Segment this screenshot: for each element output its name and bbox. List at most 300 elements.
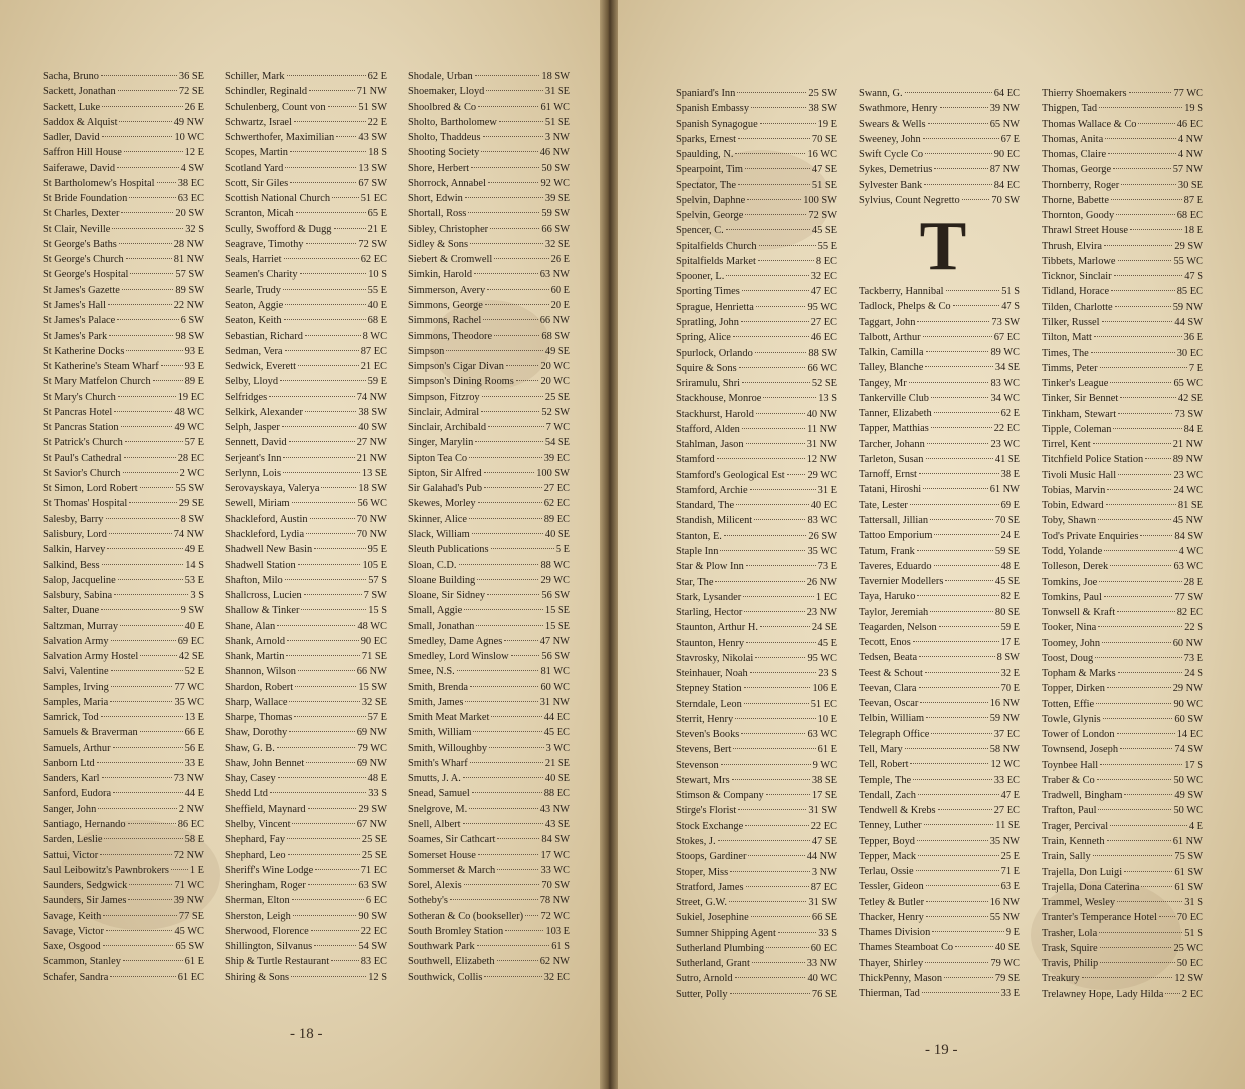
entry-name: Shallcross, Lucien	[225, 590, 302, 602]
directory-entry	[43, 191, 204, 206]
directory-entry	[859, 650, 1020, 665]
dot-leader	[756, 413, 805, 414]
entry-code: 41 SE	[994, 453, 1020, 465]
entry-code: 72 NW	[173, 849, 204, 861]
directory-entry	[43, 466, 204, 481]
directory-entry	[408, 527, 570, 542]
dot-leader	[923, 138, 999, 139]
dot-leader	[301, 609, 366, 610]
entry-code: 9 E	[1005, 927, 1020, 939]
entry-code: 26 SW	[808, 530, 837, 542]
dot-leader	[277, 625, 355, 626]
directory-entry	[676, 223, 837, 238]
entry-code: 84 SW	[1174, 530, 1203, 542]
entry-name: Sedman, Vera	[225, 345, 283, 357]
dot-leader	[463, 823, 543, 824]
directory-entry	[43, 619, 204, 634]
dot-leader	[128, 899, 171, 900]
directory-entry	[676, 849, 837, 864]
entry-code: 21 E	[367, 223, 387, 235]
entry-name: Spelvin, Daphne	[676, 194, 746, 206]
directory-entry	[225, 634, 387, 649]
entry-name: Shallow & Tinker	[225, 605, 300, 617]
entry-name: Times, The	[1042, 347, 1089, 359]
entry-name: Shay, Casey	[225, 773, 276, 785]
entry-name: Sykes, Demetrius	[859, 164, 933, 176]
entry-code: 56 SW	[541, 651, 570, 663]
entry-name: Thornberry, Roger	[1042, 179, 1120, 191]
dot-leader	[304, 594, 362, 595]
entry-name: Sriramulu, Shri	[676, 378, 741, 390]
entry-code: 55 E	[817, 240, 837, 252]
entry-code: 77 WC	[1173, 88, 1203, 99]
entry-code: 50 WC	[1173, 774, 1203, 786]
entry-name: Short, Edwin	[408, 193, 463, 205]
dot-leader	[778, 932, 816, 933]
dot-leader	[934, 534, 998, 535]
dot-leader	[331, 960, 359, 961]
entry-code: 46 NW	[539, 147, 570, 159]
entry-code: 57 NW	[1172, 164, 1203, 176]
directory-entry	[408, 115, 570, 130]
book-gutter	[600, 0, 618, 1089]
entry-code: 56 E	[184, 742, 204, 754]
directory-entry	[1042, 758, 1203, 773]
dot-leader	[284, 319, 366, 320]
dot-leader	[494, 335, 539, 336]
dot-leader	[916, 870, 999, 871]
directory-entry	[225, 100, 387, 115]
entry-code: 47 NW	[539, 635, 570, 647]
dot-leader	[475, 441, 542, 442]
dot-leader	[760, 626, 810, 627]
entry-name: Treakury	[1042, 973, 1080, 985]
directory-entry	[676, 941, 837, 956]
directory-entry	[225, 725, 387, 740]
directory-entry	[43, 267, 204, 282]
entry-code: 40 WC	[807, 973, 837, 985]
entry-code: 43 SE	[544, 819, 570, 831]
directory-entry	[1042, 895, 1203, 910]
entry-name: Sterndale, Leon	[676, 698, 742, 710]
entry-code: 20 WC	[540, 376, 570, 388]
entry-name: Smee, N.S.	[408, 666, 455, 678]
dot-leader	[101, 609, 178, 610]
dot-leader	[750, 672, 816, 673]
entry-code: 87 NW	[989, 164, 1020, 176]
entry-name: Salvi, Valentine	[43, 666, 109, 678]
directory-entry	[225, 359, 387, 374]
entry-name: Thomas, Claire	[1042, 149, 1107, 161]
entry-name: Savage, Victor	[43, 925, 104, 937]
dot-leader	[917, 321, 989, 322]
directory-entry	[225, 405, 387, 420]
entry-code: 67 EC	[993, 331, 1020, 343]
entry-name: Tarnoff, Ernst	[859, 469, 917, 481]
entry-name: Skinner, Alice	[408, 513, 468, 525]
directory-entry	[1042, 513, 1203, 528]
entry-name: Slack, William	[408, 528, 470, 540]
directory-entry	[408, 893, 570, 908]
entry-name: Telbin, William	[859, 713, 925, 725]
dot-leader	[497, 869, 538, 870]
entry-name: Schindler, Reginald	[225, 86, 308, 98]
directory-entry	[859, 162, 1020, 177]
entry-name: Samples, Maria	[43, 696, 109, 708]
entry-name: Tomkins, Joe	[1042, 576, 1098, 588]
dot-leader	[315, 869, 359, 870]
dot-leader	[308, 884, 357, 885]
entry-name: Tolleson, Derek	[1042, 561, 1109, 573]
directory-entry	[859, 101, 1020, 116]
dot-leader	[755, 352, 807, 353]
dot-leader	[920, 702, 987, 703]
directory-entry	[408, 863, 570, 878]
entry-code: 66 NW	[356, 666, 387, 678]
dot-leader	[101, 716, 183, 717]
entry-code: 81 WC	[540, 666, 570, 678]
dot-leader	[295, 686, 356, 687]
dot-leader	[1098, 626, 1182, 627]
directory-entry	[859, 986, 1020, 1001]
directory-entry	[43, 298, 204, 313]
entry-code: 38 SW	[358, 406, 387, 418]
dot-leader	[1120, 397, 1176, 398]
entry-name: Sholto, Bartholomew	[408, 116, 497, 128]
entry-name: Salvation Army	[43, 635, 109, 647]
directory-entry	[43, 512, 204, 527]
entry-code: 57 S	[368, 574, 387, 586]
entry-code: 3 S	[190, 590, 204, 602]
entry-name: Taggart, John	[859, 316, 916, 328]
directory-entry	[408, 573, 570, 588]
dot-leader	[486, 90, 543, 91]
dot-leader	[126, 258, 172, 259]
dot-leader	[332, 197, 359, 198]
directory-entry	[859, 284, 1020, 299]
directory-entry	[676, 407, 837, 422]
dot-leader	[98, 808, 177, 809]
entry-name: Toynbee Hall	[1042, 759, 1099, 771]
entry-name: Searle, Trudy	[225, 284, 281, 296]
entry-name: St Bartholomew's Hospital	[43, 177, 155, 189]
entry-code: 6 EC	[365, 895, 387, 907]
entry-code: 79 WC	[990, 957, 1020, 969]
entry-name: Smith's Wharf	[408, 757, 468, 769]
directory-entry	[859, 193, 1020, 208]
entry-code: 32 SE	[544, 238, 570, 250]
entry-name: Tarleton, Susan	[859, 453, 924, 465]
entry-code: 31 S	[1184, 897, 1203, 909]
entry-name: Towle, Glynis	[1042, 713, 1101, 725]
directory-entry	[43, 832, 204, 847]
entry-code: 69 EC	[177, 635, 204, 647]
dot-leader	[499, 121, 543, 122]
entry-code: 8 SW	[996, 652, 1020, 664]
entry-code: 48 E	[367, 773, 387, 785]
entry-code: 59 NW	[1172, 301, 1203, 313]
dot-leader	[1104, 245, 1172, 246]
entry-name: Smedley, Lord Winslow	[408, 651, 509, 663]
entry-code: 66 SE	[811, 912, 837, 924]
entry-name: Spaulding, N.	[676, 149, 734, 161]
dot-leader	[737, 92, 806, 93]
dot-leader	[124, 457, 176, 458]
entry-name: Traber & Co	[1042, 774, 1095, 786]
entry-code: 89 SW	[175, 284, 204, 296]
entry-name: Talbott, Arthur	[859, 331, 921, 343]
dot-leader	[759, 245, 816, 246]
entry-code: 95 WC	[807, 652, 837, 664]
directory-entry	[225, 145, 387, 160]
dot-leader	[511, 655, 540, 656]
dot-leader	[1118, 672, 1182, 673]
directory-entry	[43, 939, 204, 954]
dot-leader	[161, 365, 183, 366]
dot-leader	[491, 548, 554, 549]
entry-name: Spring, Alice	[676, 332, 731, 344]
dot-leader	[305, 335, 361, 336]
entry-name: Thacker, Henry	[859, 911, 924, 923]
directory-entry	[408, 878, 570, 893]
directory-entry	[676, 330, 837, 345]
entry-name: Snell, Albert	[408, 819, 461, 831]
entry-code: 33 EC	[993, 774, 1020, 786]
entry-name: Thigpen, Tad	[1042, 103, 1098, 115]
directory-entry	[1042, 803, 1203, 818]
directory-entry	[859, 513, 1020, 528]
entry-name: Taya, Haruko	[859, 591, 916, 603]
dot-leader	[110, 701, 172, 702]
entry-name: Stanton, E.	[676, 530, 722, 542]
entry-code: 16 NW	[989, 896, 1020, 908]
entry-name: Sloan, C.D.	[408, 559, 457, 571]
entry-name: Spooner, L.	[676, 271, 725, 283]
dot-leader	[1110, 382, 1171, 383]
entry-name: Timms, Peter	[1042, 362, 1098, 374]
directory-entry	[43, 313, 204, 328]
entry-name: Thrush, Elvira	[1042, 240, 1103, 252]
entry-name: Stokes, J.	[676, 836, 716, 848]
entry-name: Star & Plow Inn	[676, 561, 744, 573]
dot-leader	[735, 153, 805, 154]
dot-leader	[111, 670, 183, 671]
dot-leader	[109, 335, 173, 336]
entry-code: 27 EC	[993, 805, 1020, 817]
entry-name: Small, Jonathan	[408, 620, 475, 632]
entry-code: 1 EC	[815, 591, 837, 603]
directory-entry	[859, 589, 1020, 604]
entry-code: 63 SW	[358, 880, 387, 892]
directory-entry	[1042, 742, 1203, 757]
entry-name: St James's Gazette	[43, 284, 120, 296]
directory-entry	[859, 482, 1020, 497]
dot-leader	[1091, 352, 1175, 353]
entry-name: Smutts, J. A.	[408, 773, 461, 785]
entry-code: 82 EC	[1176, 607, 1203, 619]
entry-code: 6 SW	[180, 315, 204, 327]
entry-code: 33 NW	[806, 958, 837, 970]
dot-leader	[738, 809, 806, 810]
entry-code: 47 S	[1001, 301, 1020, 313]
directory-entry	[408, 619, 570, 634]
entry-code: 60 WC	[540, 681, 570, 693]
entry-name: Stevenson	[676, 759, 719, 771]
entry-name: Sheriff's Wine Lodge	[225, 864, 314, 876]
entry-name: Sacha, Bruno	[43, 71, 99, 82]
entry-name: Schwerthofer, Maximilian	[225, 132, 335, 144]
entry-code: 79 SE	[994, 972, 1020, 984]
entry-code: 76 SE	[811, 988, 837, 1000]
directory-entry	[859, 864, 1020, 879]
dot-leader	[285, 304, 365, 305]
entry-name: Shafton, Milo	[225, 574, 283, 586]
entry-code: 29 WC	[807, 469, 837, 481]
entry-name: Thomas, Anita	[1042, 133, 1104, 145]
entry-name: St Thomas' Hospital	[43, 498, 128, 510]
entry-code: 31 SE	[544, 86, 570, 98]
entry-code: 5 E	[555, 544, 570, 556]
dot-leader	[729, 901, 806, 902]
directory-entry	[43, 390, 204, 405]
directory-entry	[859, 895, 1020, 910]
directory-entry	[225, 237, 387, 252]
entry-code: 47 E	[1000, 789, 1020, 801]
directory-entry	[859, 910, 1020, 925]
directory-entry	[859, 711, 1020, 726]
dot-leader	[305, 411, 357, 412]
entry-name: Starling, Hector	[676, 607, 743, 619]
entry-name: Stackhouse, Monroe	[676, 393, 762, 405]
directory-entry	[43, 649, 204, 664]
directory-entry	[859, 360, 1020, 375]
entry-name: Simpson, Fitzroy	[408, 391, 480, 403]
entry-code: 89 NW	[1172, 454, 1203, 466]
entry-code: 22 E	[367, 116, 387, 128]
entry-code: 15 SW	[358, 681, 387, 693]
directory-entry	[1042, 880, 1203, 895]
dot-leader	[930, 519, 993, 520]
directory-entry	[859, 940, 1020, 955]
dot-leader	[104, 838, 182, 839]
entry-name: Titchfield Police Station	[1042, 454, 1144, 466]
dot-leader	[108, 304, 172, 305]
directory-entry	[676, 605, 837, 620]
directory-entry	[859, 773, 1020, 788]
directory-entry	[225, 481, 387, 496]
directory-entry	[43, 664, 204, 679]
directory-entry	[225, 588, 387, 603]
entry-name: Simmerson, Avery	[408, 284, 486, 296]
dot-leader	[750, 489, 816, 490]
dot-leader	[470, 686, 538, 687]
dot-leader	[925, 366, 992, 367]
entry-name: Sorel, Alexis	[408, 880, 462, 892]
dot-leader	[917, 840, 988, 841]
entry-name: Scott, Sir Giles	[225, 177, 289, 189]
dot-leader	[474, 273, 538, 274]
directory-entry	[859, 330, 1020, 345]
entry-name: Somerset House	[408, 849, 476, 861]
entry-code: 15 SE	[544, 620, 570, 632]
entry-name: Stavrosky, Nikolai	[676, 652, 754, 664]
entry-name: Stepney Station	[676, 683, 742, 695]
entry-code: 45 EC	[543, 727, 570, 739]
dot-leader	[102, 136, 173, 137]
entry-name: Scopes, Martin	[225, 147, 288, 159]
dot-leader	[306, 533, 355, 534]
dot-leader	[924, 824, 994, 825]
dot-leader	[913, 641, 999, 642]
entry-name: Shank, Arnold	[225, 635, 286, 647]
entry-code: 49 E	[184, 544, 204, 556]
entry-code: 21 SE	[544, 757, 570, 769]
entry-name: Stafford, Alden	[676, 423, 740, 435]
directory-entry	[408, 710, 570, 725]
entry-code: 44 EC	[543, 712, 570, 724]
directory-entry	[43, 283, 204, 298]
entry-name: Standish, Milicent	[676, 515, 753, 527]
entry-name: Tomkins, Paul	[1042, 591, 1102, 603]
dot-leader	[748, 855, 804, 856]
entry-code: 73 SW	[991, 316, 1020, 328]
directory-entry	[225, 176, 387, 191]
dot-leader	[120, 625, 183, 626]
entry-code: 48 WC	[357, 620, 387, 632]
entry-name: Squire & Sons	[676, 362, 737, 374]
entry-name: Spanish Synagogue	[676, 118, 758, 130]
directory-entry	[859, 803, 1020, 818]
entry-code: 33 E	[1000, 988, 1020, 1000]
directory-entry	[676, 788, 837, 803]
entry-name: St Paul's Cathedral	[43, 452, 122, 464]
entry-name: Shore, Herbert	[408, 162, 470, 174]
entry-name: Tattoo Emporium	[859, 530, 933, 542]
dot-leader	[298, 670, 355, 671]
entry-name: Simmons, Rachel	[408, 315, 482, 327]
directory-entry	[43, 496, 204, 511]
directory-entry	[43, 741, 204, 756]
entry-name: Salvation Army Hostel	[43, 651, 139, 663]
entry-code: 28 E	[1183, 576, 1203, 588]
directory-entry	[408, 558, 570, 573]
left-column-3	[408, 69, 570, 985]
dot-leader	[754, 519, 805, 520]
directory-entry	[676, 361, 837, 376]
entry-code: 31 SW	[808, 805, 837, 817]
dot-leader	[126, 350, 182, 351]
dot-leader	[1113, 168, 1171, 169]
dot-leader	[306, 762, 354, 763]
entry-name: Stoops, Gardiner	[676, 851, 747, 863]
dot-leader	[113, 747, 183, 748]
entry-code: 46 EC	[1176, 118, 1203, 130]
entry-name: Sattui, Victor	[43, 849, 99, 861]
entry-name: Shephard, Fay	[225, 834, 286, 846]
dot-leader	[940, 107, 988, 108]
entry-code: 2 EC	[1181, 988, 1203, 1000]
entry-code: 54 SE	[544, 437, 570, 449]
entry-code: 84 EC	[993, 179, 1020, 191]
dot-leader	[284, 258, 359, 259]
directory-entry	[859, 956, 1020, 971]
entry-code: 4 NW	[1177, 133, 1203, 145]
entry-code: 62 EC	[543, 498, 570, 510]
entry-code: 103 E	[545, 925, 570, 937]
entry-code: 82 E	[1000, 591, 1020, 603]
entry-name: Tatani, Hiroshi	[859, 484, 922, 496]
entry-code: 37 EC	[993, 728, 1020, 740]
